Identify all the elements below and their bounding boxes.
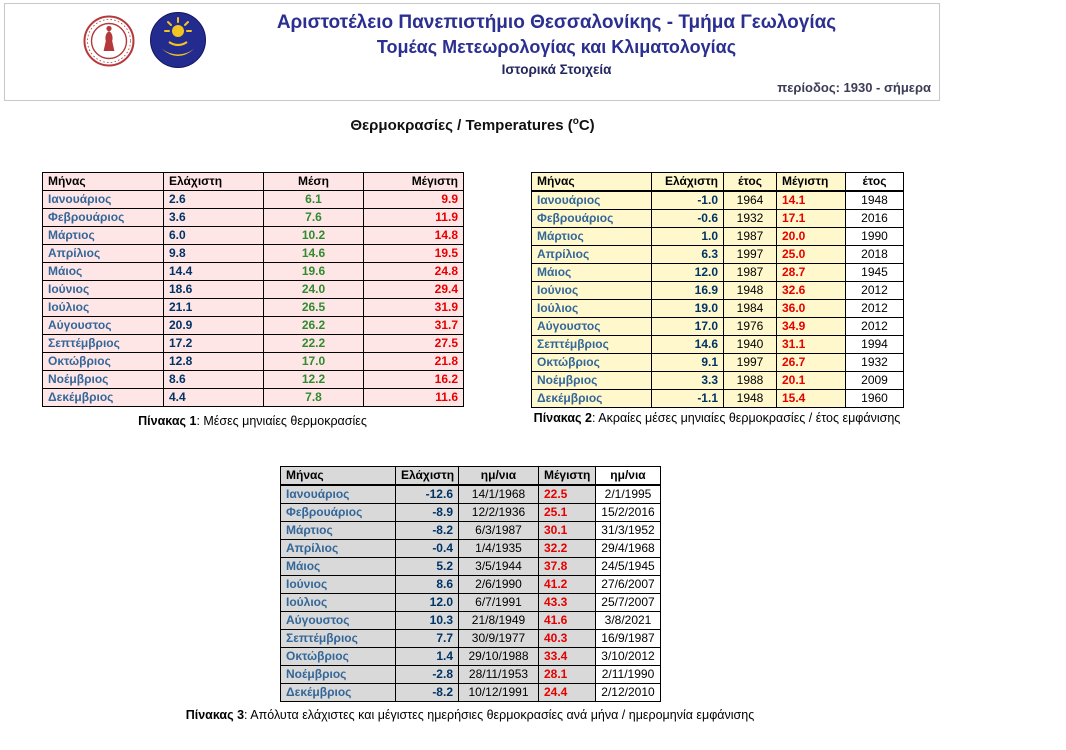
year-cell: 3/8/2021 — [596, 612, 661, 630]
department-title: Τομέας Μετεωρολογίας και Κλιματολογίας — [376, 36, 737, 57]
min-cell: 21.1 — [164, 299, 264, 317]
year-cell: 1987 — [724, 264, 777, 282]
table-row — [43, 299, 464, 317]
month-cell: Φεβρουάριος — [281, 504, 396, 522]
table-row — [43, 191, 464, 209]
absolute-daily-extreme-temperatures-table — [280, 466, 661, 702]
year-cell: 1960 — [846, 390, 904, 408]
min-cell: 1.0 — [652, 228, 724, 246]
month-cell: Σεπτέμβριος — [281, 630, 396, 648]
table-row — [532, 372, 904, 390]
degree-superscript: o — [572, 116, 579, 127]
year-cell: 25/7/2007 — [596, 594, 661, 612]
min-cell: -8.2 — [396, 522, 459, 540]
max-cell: 28.1 — [539, 666, 596, 684]
month-cell: Αύγουστος — [532, 318, 652, 336]
year-cell: 1984 — [724, 300, 777, 318]
mean-cell: 19.6 — [264, 263, 364, 281]
min-cell: 3.3 — [652, 372, 724, 390]
section-title-unit: C) — [578, 117, 595, 134]
max-cell: 14.8 — [364, 227, 464, 245]
year-cell: 2/11/1990 — [596, 666, 661, 684]
month-cell: Μάρτιος — [281, 522, 396, 540]
month-cell: Μάρτιος — [43, 227, 164, 245]
min-cell: -0.4 — [396, 540, 459, 558]
max-cell: 29.4 — [364, 281, 464, 299]
month-cell: Μάιος — [43, 263, 164, 281]
table-row — [281, 576, 661, 594]
year-cell: 1932 — [846, 354, 904, 372]
column-header-max-date: ημ/νια — [596, 467, 661, 486]
min-cell: 6.0 — [164, 227, 264, 245]
column-header-month: Μήνας — [43, 173, 164, 191]
max-cell: 31.7 — [364, 317, 464, 335]
table-row — [281, 504, 661, 522]
month-cell: Φεβρουάριος — [43, 209, 164, 227]
max-cell: 31.1 — [777, 336, 846, 354]
column-header-min: Ελάχιστη — [164, 173, 264, 191]
max-cell: 32.6 — [777, 282, 846, 300]
max-cell: 28.7 — [777, 264, 846, 282]
month-cell: Δεκέμβριος — [281, 684, 396, 702]
table-row — [43, 227, 464, 245]
month-cell: Ιανουάριος — [43, 191, 164, 209]
year-cell: 2/12/2010 — [596, 684, 661, 702]
mean-cell: 26.2 — [264, 317, 364, 335]
min-cell: 10.3 — [396, 612, 459, 630]
table-row — [43, 371, 464, 389]
year-cell: 14/1/1968 — [459, 485, 539, 504]
min-cell: 2.6 — [164, 191, 264, 209]
year-cell: 28/11/1953 — [459, 666, 539, 684]
month-cell: Αύγουστος — [43, 317, 164, 335]
column-header-month: Μήνας — [281, 467, 396, 486]
mean-cell: 12.2 — [264, 371, 364, 389]
column-header-max: Μέγιστη — [364, 173, 464, 191]
min-cell: 9.1 — [652, 354, 724, 372]
max-cell: 40.3 — [539, 630, 596, 648]
year-cell: 1/4/1935 — [459, 540, 539, 558]
year-cell: 2/6/1990 — [459, 576, 539, 594]
table3-caption-text: : Απόλυτα ελάχιστες και μέγιστες ημερήσιες θερμοκρασίες ανά μήνα / ημερομηνία εμφάνισης — [244, 708, 755, 722]
table1-caption — [42, 414, 463, 429]
table3-caption-label: Πίνακας 3 — [185, 708, 245, 722]
year-cell: 24/5/1945 — [596, 558, 661, 576]
year-cell: 1940 — [724, 336, 777, 354]
month-cell: Ιανουάριος — [532, 191, 652, 210]
year-cell: 1948 — [846, 191, 904, 210]
min-cell: -2.8 — [396, 666, 459, 684]
month-cell: Οκτώβριος — [532, 354, 652, 372]
page-header — [4, 3, 940, 101]
year-cell: 31/3/1952 — [596, 522, 661, 540]
mean-cell: 7.6 — [264, 209, 364, 227]
year-cell: 6/7/1991 — [459, 594, 539, 612]
table3-caption — [170, 708, 770, 723]
min-cell: 9.8 — [164, 245, 264, 263]
month-cell: Ιούνιος — [43, 281, 164, 299]
table2-caption — [523, 411, 911, 426]
min-cell: 17.2 — [164, 335, 264, 353]
max-cell: 27.5 — [364, 335, 464, 353]
table-row — [43, 263, 464, 281]
extreme-mean-monthly-temperatures-table — [531, 172, 904, 408]
table-row — [281, 630, 661, 648]
year-cell: 2016 — [846, 210, 904, 228]
year-cell: 2018 — [846, 246, 904, 264]
max-cell: 21.8 — [364, 353, 464, 371]
min-cell: 17.0 — [652, 318, 724, 336]
max-cell: 19.5 — [364, 245, 464, 263]
year-cell: 1997 — [724, 246, 777, 264]
year-cell: 29/10/1988 — [459, 648, 539, 666]
month-cell: Μάιος — [532, 264, 652, 282]
year-cell: 1948 — [724, 390, 777, 408]
min-cell: -1.0 — [652, 191, 724, 210]
max-cell: 25.1 — [539, 504, 596, 522]
max-cell: 17.1 — [777, 210, 846, 228]
table-row — [43, 317, 464, 335]
month-cell: Απρίλιος — [43, 245, 164, 263]
max-cell: 9.9 — [364, 191, 464, 209]
year-cell: 1945 — [846, 264, 904, 282]
month-cell: Ιούλιος — [532, 300, 652, 318]
table-row — [532, 318, 904, 336]
table-row — [281, 684, 661, 702]
header-row — [532, 173, 904, 192]
month-cell: Ιούνιος — [532, 282, 652, 300]
max-cell: 41.2 — [539, 576, 596, 594]
month-cell: Φεβρουάριος — [532, 210, 652, 228]
max-cell: 31.9 — [364, 299, 464, 317]
table-row — [281, 558, 661, 576]
table1-caption-label: Πίνακας 1 — [138, 414, 197, 428]
month-cell: Οκτώβριος — [281, 648, 396, 666]
min-cell: -12.6 — [396, 485, 459, 504]
month-cell: Μάιος — [281, 558, 396, 576]
table-row — [532, 191, 904, 210]
column-header-max: Μέγιστη — [539, 467, 596, 486]
month-cell: Ιούλιος — [281, 594, 396, 612]
max-cell: 16.2 — [364, 371, 464, 389]
column-header-max-year: έτος — [846, 173, 904, 192]
year-cell: 1994 — [846, 336, 904, 354]
year-cell: 10/12/1991 — [459, 684, 539, 702]
table-row — [532, 210, 904, 228]
year-cell: 2/1/1995 — [596, 485, 661, 504]
min-cell: 3.6 — [164, 209, 264, 227]
min-cell: -1.1 — [652, 390, 724, 408]
header-titles — [180, 11, 933, 77]
table-row — [43, 281, 464, 299]
year-cell: 12/2/1936 — [459, 504, 539, 522]
max-cell: 24.4 — [539, 684, 596, 702]
year-cell: 27/6/2007 — [596, 576, 661, 594]
table-row — [532, 354, 904, 372]
table-row — [532, 390, 904, 408]
column-header-min: Ελάχιστη — [396, 467, 459, 486]
year-cell: 2012 — [846, 318, 904, 336]
column-header-min-year: έτος — [724, 173, 777, 192]
year-cell: 1988 — [724, 372, 777, 390]
table-row — [43, 335, 464, 353]
month-cell: Απρίλιος — [532, 246, 652, 264]
table-row — [43, 209, 464, 227]
mean-cell: 14.6 — [264, 245, 364, 263]
auth-seal-icon — [83, 15, 135, 72]
max-cell: 33.4 — [539, 648, 596, 666]
table-row — [532, 264, 904, 282]
max-cell: 26.7 — [777, 354, 846, 372]
min-cell: 8.6 — [396, 576, 459, 594]
min-cell: 19.0 — [652, 300, 724, 318]
column-header-max: Μέγιστη — [777, 173, 846, 192]
year-cell: 1987 — [724, 228, 777, 246]
mean-cell: 24.0 — [264, 281, 364, 299]
month-cell: Σεπτέμβριος — [532, 336, 652, 354]
month-cell: Απρίλιος — [281, 540, 396, 558]
month-cell: Νοέμβριος — [281, 666, 396, 684]
max-cell: 32.2 — [539, 540, 596, 558]
month-cell: Μάρτιος — [532, 228, 652, 246]
table-row — [532, 246, 904, 264]
max-cell: 34.9 — [777, 318, 846, 336]
min-cell: 20.9 — [164, 317, 264, 335]
year-cell: 30/9/1977 — [459, 630, 539, 648]
mean-cell: 6.1 — [264, 191, 364, 209]
month-cell: Σεπτέμβριος — [43, 335, 164, 353]
column-header-min-date: ημ/νια — [459, 467, 539, 486]
year-cell: 1997 — [724, 354, 777, 372]
year-cell: 15/2/2016 — [596, 504, 661, 522]
month-cell: Δεκέμβριος — [43, 389, 164, 407]
header-row — [43, 173, 464, 191]
max-cell: 25.0 — [777, 246, 846, 264]
month-cell: Ιούνιος — [281, 576, 396, 594]
column-header-min: Ελάχιστη — [652, 173, 724, 192]
table-row — [281, 648, 661, 666]
mean-cell: 17.0 — [264, 353, 364, 371]
min-cell: 12.0 — [652, 264, 724, 282]
university-title: Αριστοτέλειο Πανεπιστήμιο Θεσσαλονίκης - Τμήμα Γεωλογίας — [276, 12, 837, 33]
min-cell: 6.3 — [652, 246, 724, 264]
min-cell: 5.2 — [396, 558, 459, 576]
max-cell: 30.1 — [539, 522, 596, 540]
temperatures-section-title — [0, 116, 945, 134]
min-cell: 1.4 — [396, 648, 459, 666]
mean-cell: 7.8 — [264, 389, 364, 407]
year-cell: 2012 — [846, 300, 904, 318]
month-cell: Οκτώβριος — [43, 353, 164, 371]
year-cell: 29/4/1968 — [596, 540, 661, 558]
max-cell: 11.9 — [364, 209, 464, 227]
column-header-month: Μήνας — [532, 173, 652, 192]
max-cell: 14.1 — [777, 191, 846, 210]
min-cell: 14.4 — [164, 263, 264, 281]
year-cell: 1932 — [724, 210, 777, 228]
mean-monthly-temperatures-table — [42, 172, 464, 407]
year-cell: 1976 — [724, 318, 777, 336]
max-cell: 20.1 — [777, 372, 846, 390]
year-cell: 1964 — [724, 191, 777, 210]
period-label: περίοδος: 1930 - σήμερα — [777, 80, 931, 95]
table-row — [43, 245, 464, 263]
year-cell: 3/5/1944 — [459, 558, 539, 576]
year-cell: 16/9/1987 — [596, 630, 661, 648]
month-cell: Ιανουάριος — [281, 485, 396, 504]
max-cell: 24.8 — [364, 263, 464, 281]
max-cell: 36.0 — [777, 300, 846, 318]
table-row — [281, 485, 661, 504]
max-cell: 41.6 — [539, 612, 596, 630]
table-row — [281, 666, 661, 684]
table-row — [281, 522, 661, 540]
max-cell: 37.8 — [539, 558, 596, 576]
year-cell: 6/3/1987 — [459, 522, 539, 540]
table1-caption-text: : Μέσες μηνιαίες θερμοκρασίες — [196, 414, 367, 428]
table-row — [532, 336, 904, 354]
table-row — [532, 228, 904, 246]
min-cell: 14.6 — [652, 336, 724, 354]
table-row — [281, 540, 661, 558]
mean-cell: 22.2 — [264, 335, 364, 353]
year-cell: 3/10/2012 — [596, 648, 661, 666]
month-cell: Ιούλιος — [43, 299, 164, 317]
table-row — [43, 389, 464, 407]
table2-caption-label: Πίνακας 2 — [533, 411, 592, 425]
min-cell: -8.2 — [396, 684, 459, 702]
year-cell: 21/8/1949 — [459, 612, 539, 630]
year-cell: 2009 — [846, 372, 904, 390]
table2-caption-text: : Ακραίες μέσες μηνιαίες θερμοκρασίες / έτος εμφάνισης — [591, 411, 901, 425]
year-cell: 1948 — [724, 282, 777, 300]
min-cell: -0.6 — [652, 210, 724, 228]
table-row — [281, 612, 661, 630]
min-cell: 18.6 — [164, 281, 264, 299]
section-title-text: Θερμοκρασίες / Temperatures ( — [350, 117, 573, 134]
table-row — [532, 282, 904, 300]
table-row — [532, 300, 904, 318]
min-cell: 4.4 — [164, 389, 264, 407]
min-cell: 7.7 — [396, 630, 459, 648]
month-cell: Νοέμβριος — [43, 371, 164, 389]
mean-cell: 26.5 — [264, 299, 364, 317]
header-row — [281, 467, 661, 486]
max-cell: 22.5 — [539, 485, 596, 504]
column-header-mean: Μέση — [264, 173, 364, 191]
max-cell: 15.4 — [777, 390, 846, 408]
min-cell: 12.8 — [164, 353, 264, 371]
year-cell: 2012 — [846, 282, 904, 300]
max-cell: 43.3 — [539, 594, 596, 612]
table-row — [281, 594, 661, 612]
min-cell: 8.6 — [164, 371, 264, 389]
table-row — [43, 353, 464, 371]
mean-cell: 10.2 — [264, 227, 364, 245]
month-cell: Δεκέμβριος — [532, 390, 652, 408]
max-cell: 11.6 — [364, 389, 464, 407]
min-cell: 16.9 — [652, 282, 724, 300]
historical-data-subtitle: Ιστορικά Στοιχεία — [501, 62, 612, 78]
max-cell: 20.0 — [777, 228, 846, 246]
min-cell: 12.0 — [396, 594, 459, 612]
min-cell: -8.9 — [396, 504, 459, 522]
year-cell: 1990 — [846, 228, 904, 246]
month-cell: Αύγουστος — [281, 612, 396, 630]
month-cell: Νοέμβριος — [532, 372, 652, 390]
